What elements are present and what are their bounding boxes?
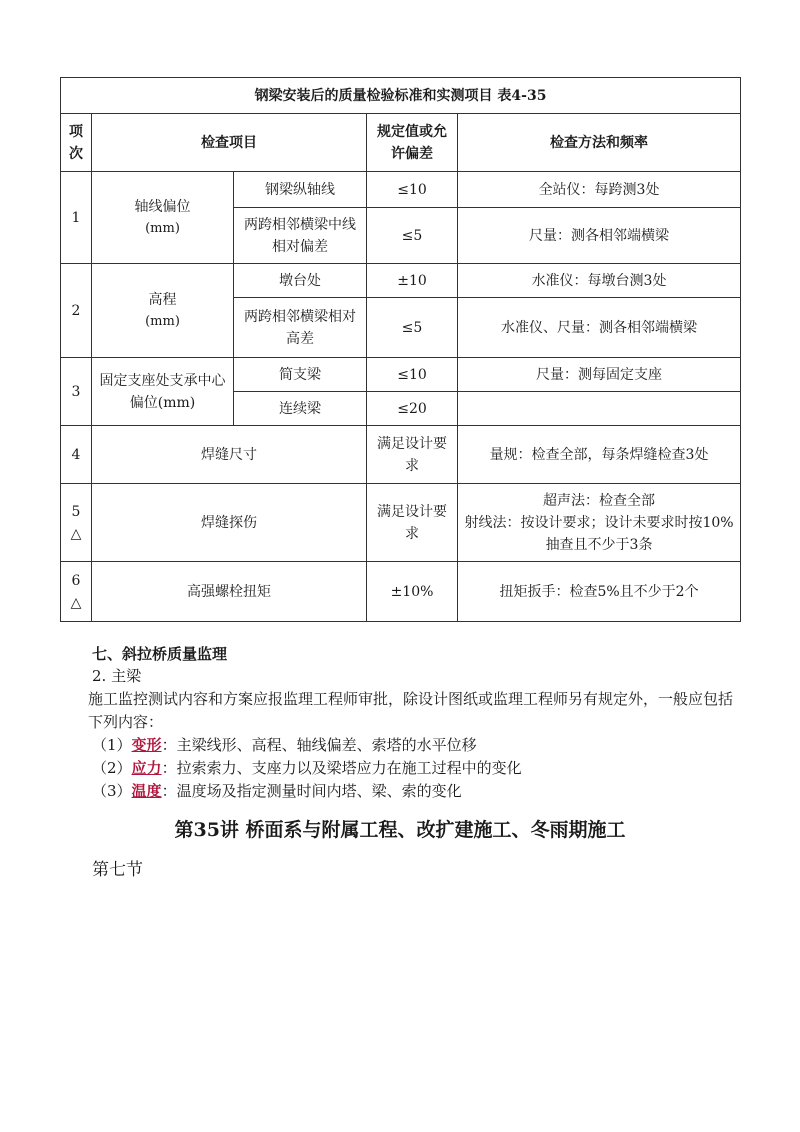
inspection-method xyxy=(458,392,741,426)
inspection-method: 扭矩扳手：检查5%且不少于2个 xyxy=(458,562,741,622)
check-item-name: 高程 xyxy=(148,291,177,308)
sub-item: 连续梁 xyxy=(234,392,367,426)
sub-item: 两跨相邻横梁相对高差 xyxy=(234,298,367,358)
check-item-name: 焊缝尺寸 xyxy=(92,426,367,484)
subsection-heading: 2. 主梁 xyxy=(92,667,142,685)
tolerance-value: 满足设计要求 xyxy=(367,426,458,484)
table-title: 钢梁安装后的质量检验标准和实测项目 表4-35 xyxy=(61,78,741,114)
header-item: 检查项目 xyxy=(92,114,367,172)
list-item-number: （3） xyxy=(92,782,132,800)
check-item-name: 高强螺栓扭矩 xyxy=(92,562,367,622)
header-tolerance: 规定值或允许偏差 xyxy=(367,114,458,172)
row-no: 5 xyxy=(71,503,81,520)
table-row xyxy=(61,358,741,392)
check-item-unit: (mm) xyxy=(145,313,180,329)
check-item-name: 固定支座处支承中心偏位(mm) xyxy=(92,358,234,426)
inspection-method: 尺量：测各相邻端横梁 xyxy=(458,208,741,264)
list-item-desc: ：拉索索力、支座力以及梁塔应力在施工过程中的变化 xyxy=(161,759,522,777)
sub-item: 简支梁 xyxy=(234,358,367,392)
keyword-temperature: 温度 xyxy=(131,782,162,800)
tolerance-value: ±10 xyxy=(367,264,458,298)
row-no: 1 xyxy=(61,172,92,264)
chapter-heading: 第七节 xyxy=(92,860,143,880)
keyword-stress: 应力 xyxy=(131,759,162,777)
list-item-number: （2） xyxy=(92,759,132,777)
tolerance-value: ±10% xyxy=(367,562,458,622)
inspection-method: 尺量：测每固定支座 xyxy=(458,358,741,392)
method-line: 超声法：检查全部 xyxy=(543,492,656,509)
row-no: 6 xyxy=(71,572,81,589)
check-item xyxy=(92,264,234,358)
table-row xyxy=(61,484,741,562)
sub-item: 墩台处 xyxy=(234,264,367,298)
inspection-method: 水准仪、尺量：测各相邻端横梁 xyxy=(458,298,741,358)
check-item-name: 焊缝探伤 xyxy=(92,484,367,562)
list-item-desc: ：主梁线形、高程、轴线偏差、索塔的水平位移 xyxy=(161,736,477,754)
row-no-cell xyxy=(61,562,92,622)
check-item xyxy=(92,172,234,264)
method-line: 射线法：按设计要求；设计未要求时按10%抽查且不少于3条 xyxy=(464,514,734,553)
check-item-unit: (mm) xyxy=(145,220,180,236)
tolerance-value: ≤10 xyxy=(367,358,458,392)
section-heading: 七、斜拉桥质量监理 xyxy=(92,645,228,663)
inspection-method: 量规：检查全部，每条焊缝检查3处 xyxy=(458,426,741,484)
tolerance-value: 满足设计要求 xyxy=(367,484,458,562)
tolerance-value: ≤10 xyxy=(367,172,458,208)
table-row xyxy=(61,562,741,622)
list-item xyxy=(92,734,477,755)
lecture-heading: 第35讲 桥面系与附属工程、改扩建施工、冬雨期施工 xyxy=(174,819,626,841)
inspection-method: 水准仪：每墩台测3处 xyxy=(458,264,741,298)
tolerance-value: ≤5 xyxy=(367,208,458,264)
row-no-cell xyxy=(61,484,92,562)
intro-paragraph: 施工监控测试内容和方案应报监理工程师审批，除设计图纸或监理工程师另有规定外，一般应包括下列内容： xyxy=(88,690,734,731)
table-row xyxy=(61,426,741,484)
row-no: 4 xyxy=(61,426,92,484)
list-item-number: （1） xyxy=(92,736,132,754)
list-item-desc: ：温度场及指定测量时间内塔、梁、索的变化 xyxy=(161,782,462,800)
list-item xyxy=(92,780,462,801)
table-row xyxy=(61,172,741,208)
quality-inspection-table xyxy=(60,77,741,622)
header-no: 项次 xyxy=(61,114,92,172)
header-method: 检查方法和频率 xyxy=(458,114,741,172)
key-item-mark: △ xyxy=(70,594,82,611)
key-item-mark: △ xyxy=(70,525,82,542)
inspection-method: 全站仪：每跨测3处 xyxy=(458,172,741,208)
keyword-deformation: 变形 xyxy=(131,736,162,754)
check-item-name: 轴线偏位 xyxy=(134,198,191,215)
table-row xyxy=(61,264,741,298)
tolerance-value: ≤20 xyxy=(367,392,458,426)
sub-item: 两跨相邻横梁中线相对偏差 xyxy=(234,208,367,264)
list-item xyxy=(92,757,522,778)
tolerance-value: ≤5 xyxy=(367,298,458,358)
inspection-method xyxy=(458,484,741,562)
row-no: 2 xyxy=(61,264,92,358)
row-no: 3 xyxy=(61,358,92,426)
sub-item: 钢梁纵轴线 xyxy=(234,172,367,208)
